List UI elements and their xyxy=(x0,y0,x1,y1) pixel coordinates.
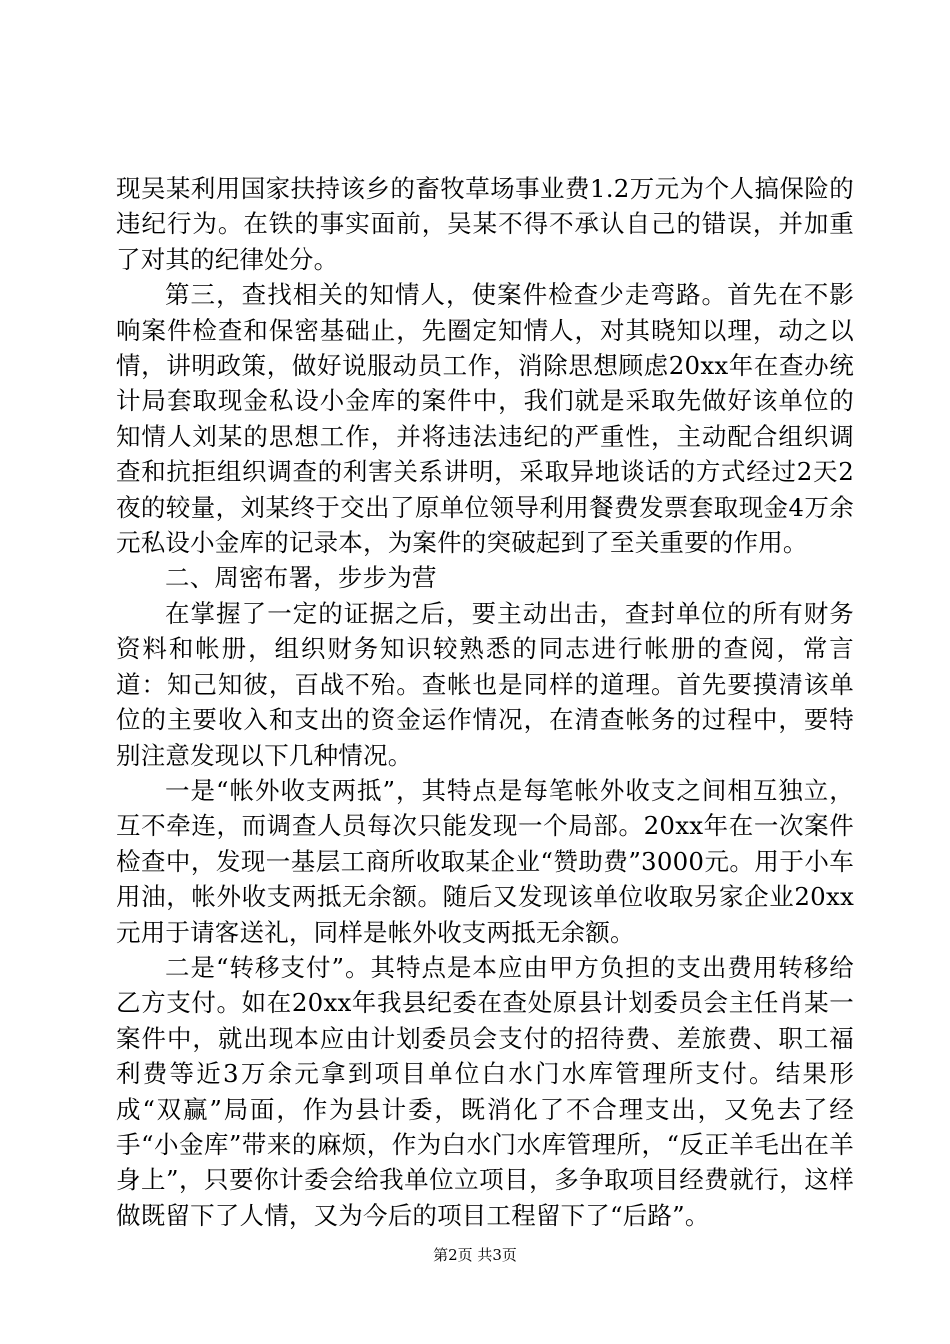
paragraph: 在掌握了一定的证据之后，要主动出击，查封单位的所有财务资料和帐册，组织财务知识较熟悉的同志进行帐册的查阅，常言道：知己知彼，百战不殆。查帐也是同样的道理。首先要摸清该单位的主要收入和支出的资金运作情况，在清查帐务的过程中，要特别注意发现以下几种情况。 xyxy=(116,598,854,770)
paragraph: 二是“转移支付”。其特点是本应由甲方负担的支出费用转移给乙方支付。如在20xx年我县纪委在查处原县计划委员会主任肖某一案件中，就出现本应由计划委员会支付的招待费、差旅费、职工福利费等近3万余元拿到项目单位白水门水库管理所支付。结果形成“双赢”局面，作为县计委，既消化了不合理支出，又免去了经手“小金库”带来的麻烦，作为白水门水库管理所，“反正羊毛出在羊身上”，只要你计委会给我单位立项目，多争取项目经费就行，这样做既留下了人情，又为今后的项目工程留下了“后路”。 xyxy=(116,952,854,1230)
page-number-footer: 第2页 共3页 xyxy=(433,1246,517,1264)
paragraph: 第三，查找相关的知情人，使案件检查少走弯路。首先在不影响案件检查和保密基础止，先圈定知情人，对其晓知以理，动之以情，讲明政策，做好说服动员工作，消除思想顾虑20xx年在查办统计局套取现金私设小金库的案件中，我们就是采取先做好该单位的知情人刘某的思想工作，并将违法违纪的严重性，主动配合组织调查和抗拒组织调查的利害关系讲明，采取异地谈话的方式经过2天2夜的较量，刘某终于交出了原单位领导利用餐费发票套取现金4万余元私设小金库的记录本，为案件的突破起到了至关重要的作用。 xyxy=(116,280,854,558)
document-body xyxy=(116,171,854,1233)
paragraph: 现吴某利用国家扶持该乡的畜牧草场事业费1.2万元为个人搞保险的违纪行为。在铁的事实面前，吴某不得不承认自己的错误，并加重了对其的纪律处分。 xyxy=(116,174,854,274)
section-heading: 二、周密布署，步步为营 xyxy=(165,563,437,593)
paragraph: 一是“帐外收支两抵”，其特点是每笔帐外收支之间相互独立，互不牵连，而调查人员每次只能发现一个局部。20xx年在一次案件检查中，发现一基层工商所收取某企业“赞助费”3000元。用于小车用油，帐外收支两抵无余额。随后又发现该单位收取另家企业20xx元用于请客送礼，同样是帐外收支两抵无余额。 xyxy=(116,775,854,947)
